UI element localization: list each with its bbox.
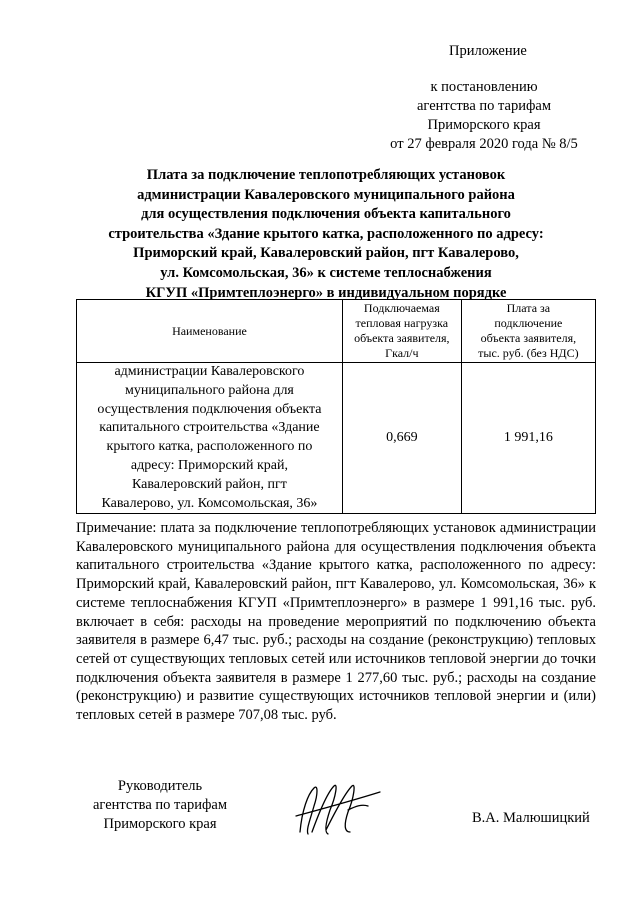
position-line: Приморского края <box>103 816 217 832</box>
table-header-row <box>77 300 596 363</box>
row-fee-cell: 1 991,16 <box>461 363 595 514</box>
header-name <box>77 300 343 363</box>
position-line: Руководитель <box>117 778 203 794</box>
document-title <box>96 166 556 303</box>
header-line: тепловая нагрузка <box>355 316 449 330</box>
row-name-line: осуществления подключения объекта <box>97 401 322 417</box>
position-line: агентства по тарифам <box>93 797 227 813</box>
note-text: Примечание: плата за подключение теплопотребляющих установок администрации Кавалеровского муниципального района для осуществления подключения объекта капитального строительства «Здание крытого катка, расположенного по адресу: Приморский край, Кавалеровский район, пгт Кавалерово, ул. Комсомольская, 36» к системе теплоснабжения КГУП «Примтеплоэнерго» в размере 1 991,16 тыс. руб. включает в себя: расходы на проведение мероприятий по подключению объекта заявителя в размере 6,47 тыс. руб.; расходы на создание (реконструкцию) тепловых сетей от существующих тепловых сетей или источников тепловой энергии до точки подключения объекта заявителя в размере 1 277,60 тыс. руб.; расходы на создание (реконструкцию) и развитие существующих источников тепловой энергии и (или) тепловых сетей в размере 707,08 тыс. руб. <box>76 520 596 724</box>
signatory-name: В.А. Малюшицкий <box>472 810 590 826</box>
header-line: тыс. руб. (без НДС) <box>478 346 579 360</box>
title-line: ул. Комсомольская, 36» к системе теплоснабжения <box>160 264 492 281</box>
row-name-line: муниципального района для <box>125 382 294 398</box>
decree-line: Приморского края <box>427 117 541 133</box>
header-line: подключение <box>494 316 563 330</box>
title-line: строительства «Здание крытого катка, расположенного по адресу: <box>108 225 544 242</box>
decree-line: от 27 февраля 2020 года № 8/5 <box>390 136 578 152</box>
row-name-line: адресу: Приморский край, <box>130 457 288 473</box>
note-section <box>76 519 596 725</box>
appendix-label: Приложение <box>449 43 527 59</box>
header-load <box>342 300 461 363</box>
title-line: Приморский край, Кавалеровский район, пгт Кавалерово, <box>133 245 519 262</box>
title-line: КГУП «Примтеплоэнерго» в индивидуальном порядке <box>145 284 507 301</box>
header-line: Гкал/ч <box>385 346 419 360</box>
row-name-line: Кавалеровский район, пгт <box>131 476 287 492</box>
header-line: Плата за <box>506 301 551 315</box>
table-row <box>77 363 596 514</box>
decree-line: агентства по тарифам <box>417 98 551 114</box>
row-load-cell: 0,669 <box>342 363 461 514</box>
title-line: для осуществления подключения объекта капитального <box>141 206 511 223</box>
title-line: администрации Кавалеровского муниципального района <box>137 186 515 203</box>
header-line: объекта заявителя, <box>480 331 577 345</box>
row-name-line: администрации Кавалеровского <box>114 364 305 379</box>
header-line: Подключаемая <box>363 301 440 315</box>
row-name-line: капитального строительства «Здание <box>99 420 320 436</box>
signatory-position <box>80 777 240 834</box>
header-fee <box>461 300 595 363</box>
row-name-line: Кавалерово, ул. Комсомольская, 36» <box>101 495 318 511</box>
decree-reference <box>380 78 588 154</box>
header-line: Наименование <box>172 323 247 338</box>
handwritten-signature <box>288 780 388 840</box>
title-line: Плата за подключение теплопотребляющих установок <box>146 167 506 183</box>
header-line: объекта заявителя, <box>354 331 450 345</box>
fee-table <box>76 299 596 514</box>
decree-line: к постановлению <box>430 79 538 95</box>
row-name-line: крытого катка, расположенного по <box>106 439 313 455</box>
row-name-cell <box>77 363 343 514</box>
